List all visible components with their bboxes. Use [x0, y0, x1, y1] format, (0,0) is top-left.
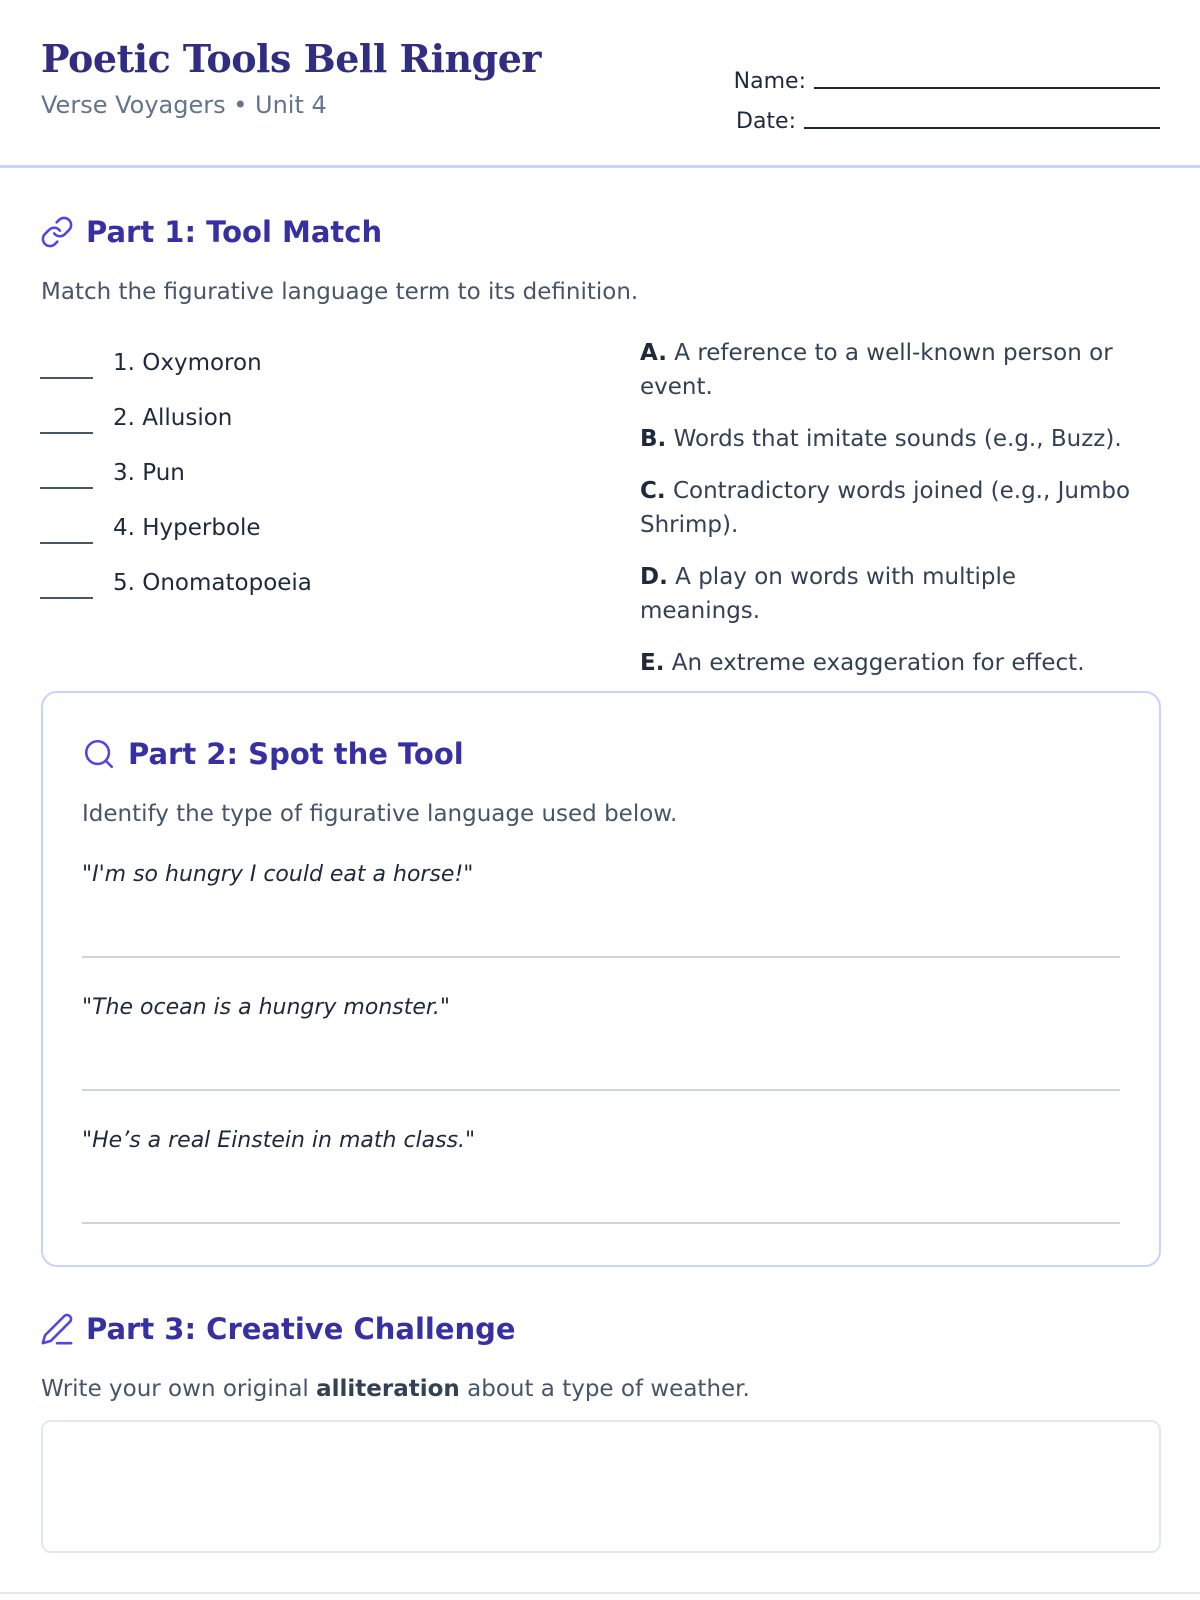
- pencil-icon: [40, 1312, 74, 1346]
- answer-blank[interactable]: [40, 597, 93, 599]
- part1-instructions: Match the figurative language term to its definition.: [41, 279, 639, 305]
- answer-line[interactable]: [82, 1222, 1120, 1224]
- quote-item: [82, 995, 1120, 1020]
- term-label: 3. Pun: [113, 459, 185, 486]
- term-item: [40, 449, 560, 504]
- definition-text: A reference to a well-known person or event.: [640, 340, 1113, 400]
- term-label: 2. Allusion: [113, 404, 233, 431]
- quote-text: "I'm so hungry I could eat a horse!": [82, 862, 474, 887]
- term-label: 4. Hyperbole: [113, 514, 261, 541]
- definition-item: [640, 560, 1140, 628]
- part3-title: Part 3: Creative Challenge: [86, 1312, 516, 1346]
- term-list: [40, 339, 560, 614]
- worksheet-header: [0, 0, 1200, 168]
- date-label: Date:: [736, 109, 796, 134]
- instructions-text-end: about a type of weather.: [459, 1376, 750, 1402]
- name-row: [730, 54, 1160, 94]
- link-icon: [40, 215, 74, 249]
- quote-item: [82, 862, 1120, 887]
- definition-text: Words that imitate sounds (e.g., Buzz).: [673, 426, 1122, 452]
- spot-the-tool-card: [41, 691, 1161, 1267]
- name-field[interactable]: [814, 87, 1160, 89]
- quote-text: "He’s a real Einstein in math class.": [82, 1128, 476, 1153]
- definition-item: [640, 474, 1140, 542]
- definition-letter: A.: [640, 340, 667, 366]
- definition-list: [640, 336, 1140, 698]
- definition-item: [640, 336, 1140, 404]
- instructions-keyword: alliteration: [316, 1376, 460, 1402]
- answer-blank[interactable]: [40, 542, 93, 544]
- answer-blank[interactable]: [40, 377, 93, 379]
- part2-instructions: Identify the type of figurative language used below.: [82, 801, 678, 827]
- instructions-text: Write your own original: [41, 1376, 317, 1402]
- term-item: [40, 339, 560, 394]
- part2-title: Part 2: Spot the Tool: [128, 737, 464, 771]
- part1-heading: [40, 215, 382, 249]
- quote-item: [82, 1128, 1120, 1153]
- page-subtitle: Verse Voyagers • Unit 4: [41, 91, 327, 119]
- term-item: [40, 394, 560, 449]
- part2-heading: [82, 737, 464, 771]
- definition-letter: D.: [640, 564, 668, 590]
- definition-text: A play on words with multiple meanings.: [640, 564, 1017, 624]
- definition-item: [640, 646, 1140, 680]
- answer-line[interactable]: [82, 1089, 1120, 1091]
- name-label: Name:: [733, 69, 806, 94]
- definition-text: An extreme exaggeration for effect.: [671, 650, 1085, 676]
- part3-heading: [40, 1312, 516, 1346]
- definition-letter: B.: [640, 426, 667, 452]
- answer-blank[interactable]: [40, 432, 93, 434]
- date-row: [730, 94, 1160, 134]
- answer-blank[interactable]: [40, 487, 93, 489]
- part3-instructions: [41, 1376, 750, 1402]
- term-label: 1. Oxymoron: [113, 349, 262, 376]
- page-title: Poetic Tools Bell Ringer: [41, 36, 541, 81]
- student-info: [730, 54, 1160, 134]
- term-item: [40, 504, 560, 559]
- term-label: 5. Onomatopoeia: [113, 569, 312, 596]
- part1-title: Part 1: Tool Match: [86, 215, 383, 249]
- date-field[interactable]: [804, 127, 1160, 129]
- answer-line[interactable]: [82, 956, 1120, 958]
- definition-letter: C.: [640, 478, 666, 504]
- footer-divider: [0, 1592, 1200, 1594]
- search-icon: [82, 737, 116, 771]
- creative-answer-box[interactable]: [41, 1420, 1161, 1553]
- quote-text: "The ocean is a hungry monster.": [82, 995, 451, 1020]
- definition-text: Contradictory words joined (e.g., Jumbo Shrimp).: [640, 478, 1131, 538]
- term-item: [40, 559, 560, 614]
- definition-letter: E.: [640, 650, 665, 676]
- definition-item: [640, 422, 1140, 456]
